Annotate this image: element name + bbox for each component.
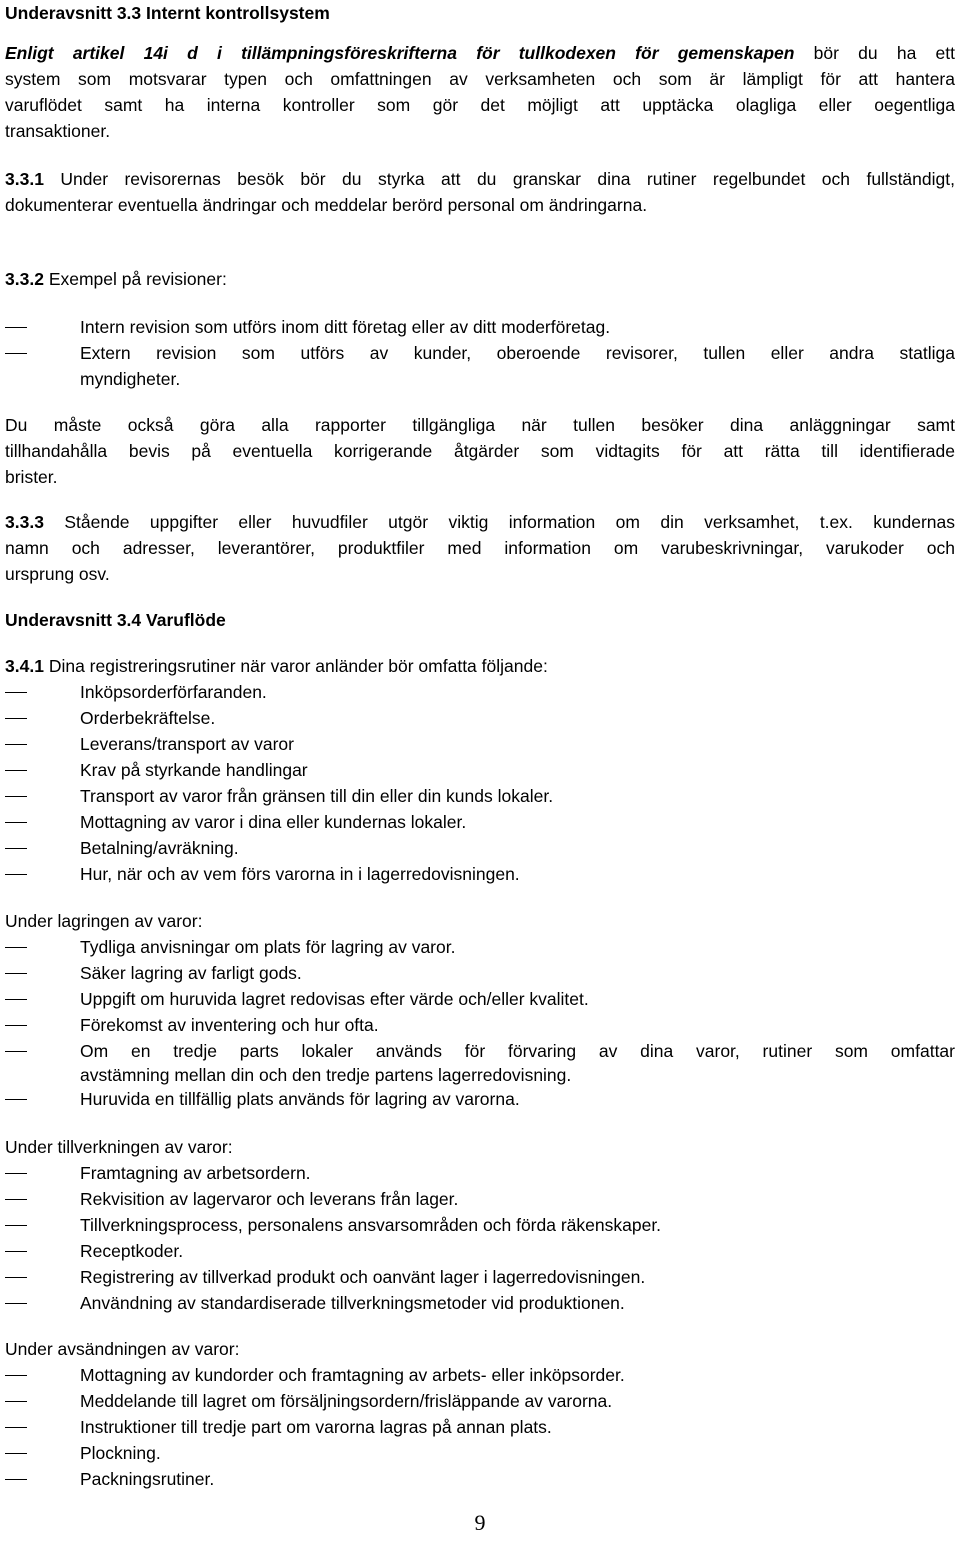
list-dash: [5, 848, 27, 849]
list-dash: [5, 1199, 27, 1200]
list-item: Receptkoder.: [80, 1241, 184, 1261]
list-dash: [5, 1251, 27, 1252]
list-item: Hur, när och av vem förs varorna in i lagerredovisningen.: [80, 864, 520, 884]
list-item: Säker lagring av farligt gods.: [80, 963, 302, 983]
p333-line-3: ursprung osv.: [5, 564, 110, 584]
list-dash: [5, 770, 27, 771]
list-dash: [5, 1173, 27, 1174]
p332-number: 3.3.2: [5, 269, 44, 289]
list-item: Intern revision som utförs inom ditt företag eller av ditt moderföretag.: [80, 317, 611, 337]
list-item: Instruktioner till tredje part om varorna lagras på annan plats.: [80, 1417, 552, 1437]
reports-line-2: tillhandahålla bevis på eventuella korrigerande åtgärder som vidtagits för att rätta till identifierade: [5, 441, 955, 461]
list-item: Förekomst av inventering och hur ofta.: [80, 1015, 379, 1035]
p331-line-2: dokumenterar eventuella ändringar och meddelar berörd personal om ändringarna.: [5, 195, 648, 215]
storage-lead: Under lagringen av varor:: [5, 911, 203, 931]
list-item: Framtagning av arbetsordern.: [80, 1163, 311, 1183]
intro-italic: Enligt artikel 14i d i tillämpningsföreskrifterna för tullkodexen för gemenskapen: [5, 43, 795, 63]
dispatch-lead: Under avsändningen av varor:: [5, 1339, 240, 1359]
list-dash: [5, 822, 27, 823]
list-dash: [5, 1375, 27, 1376]
list-dash: [5, 1479, 27, 1480]
list-item: Tydliga anvisningar om plats för lagring av varor.: [80, 937, 456, 957]
p331-line-1: 3.3.1 Under revisorernas besök bör du styrka att du granskar dina rutiner regelbundet och fullständigt,: [5, 169, 955, 189]
list-dash: [5, 327, 27, 328]
p332-lead: 3.3.2 Exempel på revisioner:: [5, 269, 227, 289]
p333-line-2: namn och adresser, leverantörer, produktfiler med information om varubeskrivningar, varukoder och: [5, 538, 955, 558]
list-item: Mottagning av varor i dina eller kundernas lokaler.: [80, 812, 467, 832]
list-item: Meddelande till lagret om försäljningsordern/frisläppande av varorna.: [80, 1391, 613, 1411]
list-dash: [5, 874, 27, 875]
intro-rest: bör du ha ett: [813, 43, 955, 63]
page-number: 9: [474, 1510, 486, 1535]
list-dash: [5, 1453, 27, 1454]
list-item: Uppgift om huruvida lagret redovisas efter värde och/eller kvalitet.: [80, 989, 589, 1009]
section-heading-3-3: Underavsnitt 3.3 Internt kontrollsystem: [5, 3, 330, 23]
list-item: Registrering av tillverkad produkt och oanvänt lager i lagerredovisningen.: [80, 1267, 646, 1287]
list-item: Orderbekräftelse.: [80, 708, 216, 728]
list-dash: [5, 1277, 27, 1278]
list-item: Rekvisition av lagervaror och leverans från lager.: [80, 1189, 459, 1209]
intro-line-4: transaktioner.: [5, 121, 111, 141]
list-dash: [5, 692, 27, 693]
list-dash: [5, 1099, 27, 1100]
list-dash: [5, 1225, 27, 1226]
list-item: Packningsrutiner.: [80, 1469, 215, 1489]
list-dash: [5, 744, 27, 745]
reports-line-1: Du måste också göra alla rapporter tillgängliga när tullen besöker dina anläggningar samt: [5, 415, 955, 435]
list-dash: [5, 796, 27, 797]
list-dash: [5, 1303, 27, 1304]
intro-line-2: system som motsvarar typen och omfattningen av verksamheten och som är lämpligt för att hantera: [5, 69, 955, 89]
section-heading-3-4: Underavsnitt 3.4 Varuflöde: [5, 610, 226, 630]
p333-number: 3.3.3: [5, 512, 44, 532]
list-item: Transport av varor från gränsen till din eller din kunds lokaler.: [80, 786, 554, 806]
list-item: Mottagning av kundorder och framtagning av arbets- eller inköpsorder.: [80, 1365, 625, 1385]
list-item: Betalning/avräkning.: [80, 838, 239, 858]
list-dash: [5, 353, 27, 354]
manufacturing-lead: Under tillverkningen av varor:: [5, 1137, 233, 1157]
list-item-continuation: avstämning mellan din och den tredje partens lagerredovisning.: [80, 1065, 572, 1085]
list-dash: [5, 718, 27, 719]
reports-line-3: brister.: [5, 467, 58, 487]
list-item: Tillverkningsprocess, personalens ansvarsområden och förda räkenskaper.: [80, 1215, 662, 1235]
list-item: Användning av standardiserade tillverkningsmetoder vid produktionen.: [80, 1293, 625, 1313]
list-item: Plockning.: [80, 1443, 161, 1463]
list-item: Krav på styrkande handlingar: [80, 760, 308, 780]
list-dash: [5, 973, 27, 974]
p341-number: 3.4.1: [5, 656, 44, 676]
list-item-continuation: myndigheter.: [80, 369, 181, 389]
intro-line-1: [5, 40, 955, 66]
list-item: Leverans/transport av varor: [80, 734, 294, 754]
list-dash: [5, 1051, 27, 1052]
p333-line-1: 3.3.3 Stående uppgifter eller huvudfiler utgör viktig information om din verksamhet, t.ex. kundernas: [5, 512, 955, 532]
list-dash: [5, 947, 27, 948]
list-item: Inköpsorderförfaranden.: [80, 682, 267, 702]
list-dash: [5, 1427, 27, 1428]
list-dash: [5, 999, 27, 1000]
intro-line-3: varuflödet samt ha interna kontroller som gör det möjligt att upptäcka olagliga eller oegentliga: [5, 95, 955, 115]
p331-number: 3.3.1: [5, 169, 44, 189]
list-item: Huruvida en tillfällig plats används för lagring av varorna.: [80, 1089, 520, 1109]
list-dash: [5, 1025, 27, 1026]
list-dash: [5, 1401, 27, 1402]
p341-lead: 3.4.1 Dina registreringsrutiner när varor anländer bör omfatta följande:: [5, 656, 548, 676]
list-item: Om en tredje parts lokaler används för förvaring av dina varor, rutiner som omfattar: [80, 1041, 955, 1061]
list-item: Extern revision som utförs av kunder, oberoende revisorer, tullen eller andra statliga: [80, 343, 955, 363]
